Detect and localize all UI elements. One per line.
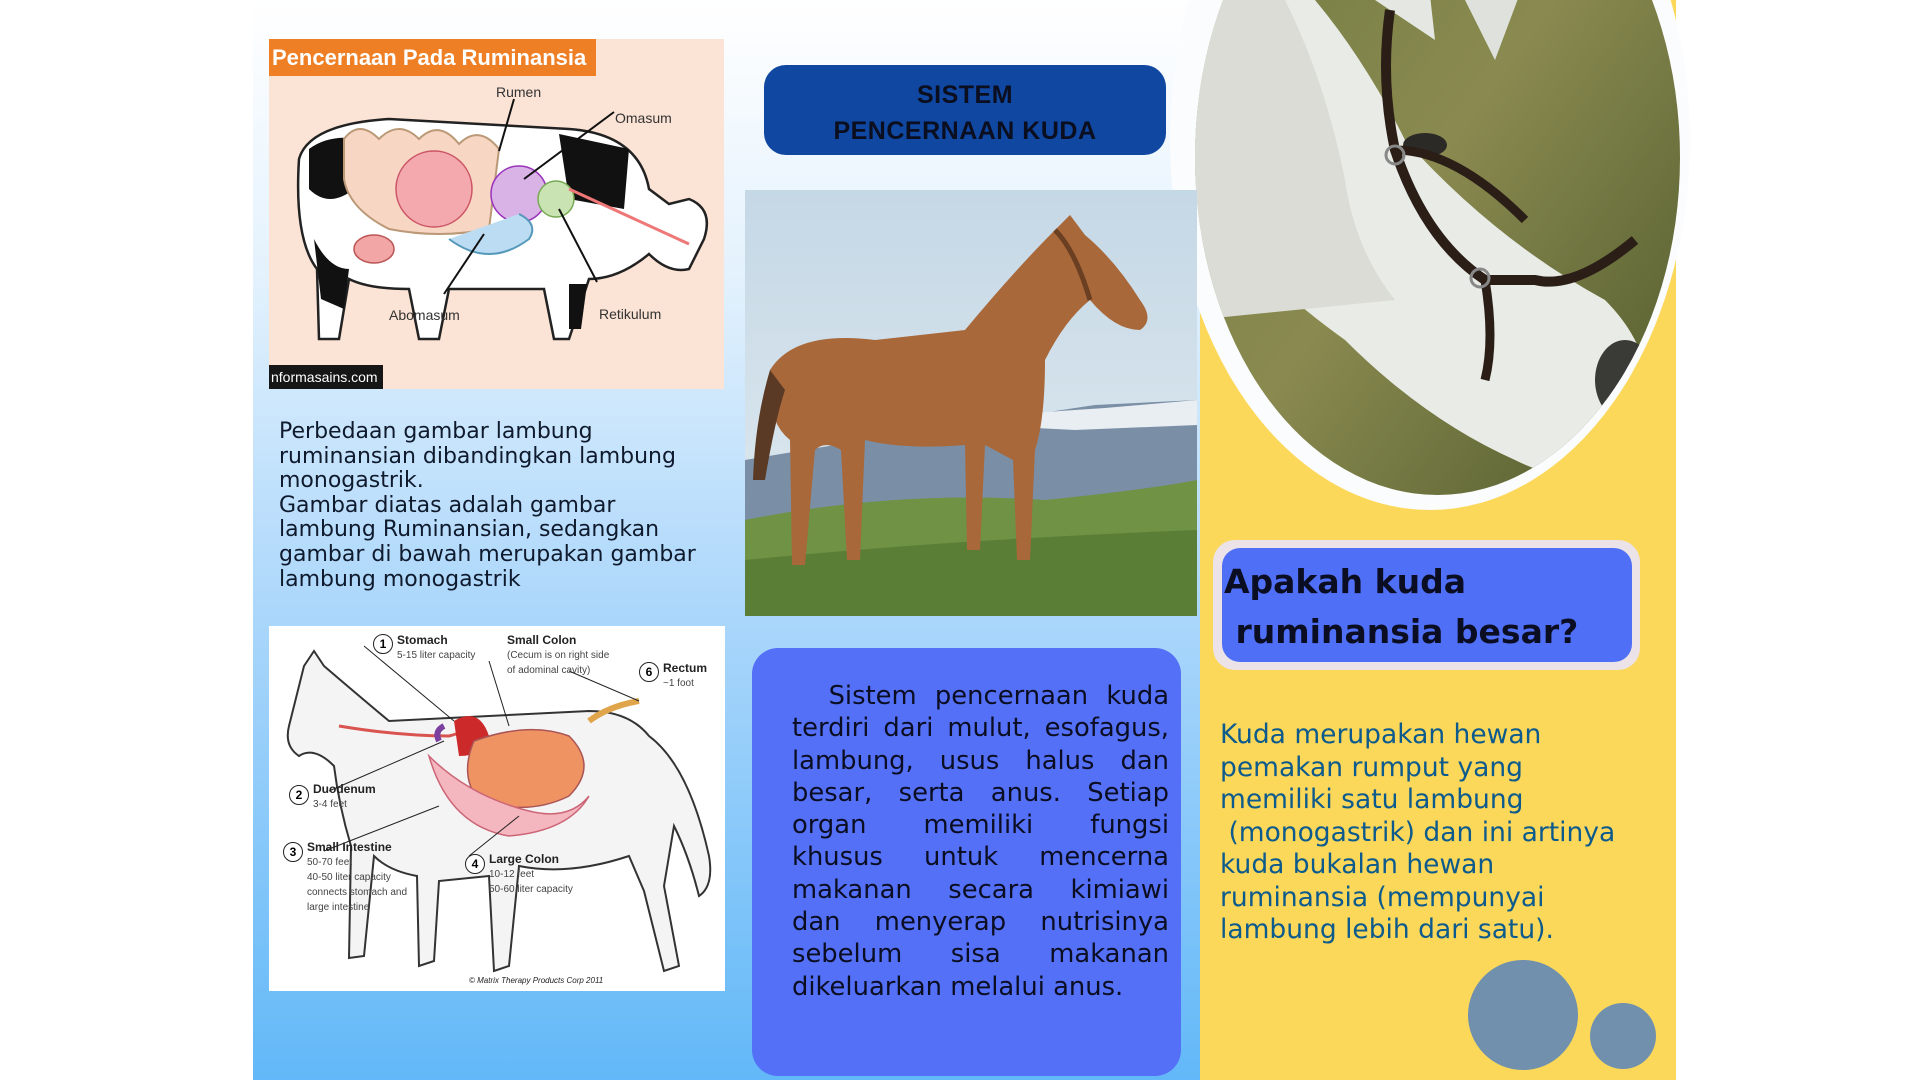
marker-2: 2	[289, 785, 309, 805]
monogastric-anatomy-figure	[269, 626, 725, 991]
question-text: Apakah kuda ruminansia besar?	[1224, 562, 1579, 651]
difference-text: Perbedaan gambar lambung ruminansian dibandingkan lambung monogastrik. Gambar diatas adalah gambar lambung Ruminansian, sedangkan gambar di bawah merupakan gambar lambung monogastrik	[279, 419, 696, 592]
small-colon-label: Small Colon (Cecum is on right side of adominal cavity)	[507, 633, 610, 676]
stomach-label: Stomach 5-15 liter capacity	[397, 633, 476, 661]
rumen-label: Rumen	[496, 84, 542, 100]
duodenum-label: Duodenum 3-4 feet	[313, 782, 376, 810]
rectum-label: Rectum ~1 foot	[663, 661, 708, 689]
decorative-circle-small	[1590, 1003, 1656, 1069]
ruminant-figure-title: Pencernaan Pada Ruminansia	[269, 39, 596, 76]
marker-6: 6	[639, 662, 659, 682]
decorative-circle-large	[1468, 960, 1578, 1070]
page-title	[764, 65, 1166, 155]
title-line-2: PENCERNAAN KUDA	[833, 117, 1097, 145]
marker-3: 3	[283, 842, 303, 862]
answer-text: Kuda merupakan hewan pemakan rumput yang memiliki satu lambung (monogastrik) dan ini artinya kuda bukalan hewan ruminansia (mempunyai lambung lebih dari satu).	[1220, 719, 1616, 945]
retikulum-label: Retikulum	[599, 306, 662, 322]
title-line-1: SISTEM	[916, 81, 1014, 109]
digestion-description-text: Sistem pencernaan kuda terdiri dari mulut, esofagus, lambung, usus halus dan besar, serta anus. Setiap organ memiliki fungsi khusus untuk mencerna makanan secara kimiawi dan menyerap nutrisinya sebelum sisa makanan dikeluarkan melalui anus.	[792, 681, 1178, 1002]
small-intestine-label: Small Intestine 50-70 feet 40-50 liter capacity connects stomach and large intestine	[307, 840, 408, 913]
marker-4: 4	[465, 854, 485, 874]
figure-copyright: © Matrix Therapy Products Corp 2011	[469, 976, 604, 985]
difference-description	[279, 420, 709, 592]
brown-horse-photo	[745, 190, 1197, 616]
abomasum-label: Abomasum	[389, 307, 460, 323]
omasum-label: Omasum	[615, 110, 672, 126]
ruminant-figure-credit: nformasains.com	[269, 365, 383, 389]
digestion-description-box	[752, 648, 1181, 1076]
ruminant-digestion-figure	[269, 39, 724, 389]
marker-1: 1	[373, 634, 393, 654]
large-colon-label: Large Colon 10-12 feet 50-60 liter capacity	[489, 852, 573, 895]
